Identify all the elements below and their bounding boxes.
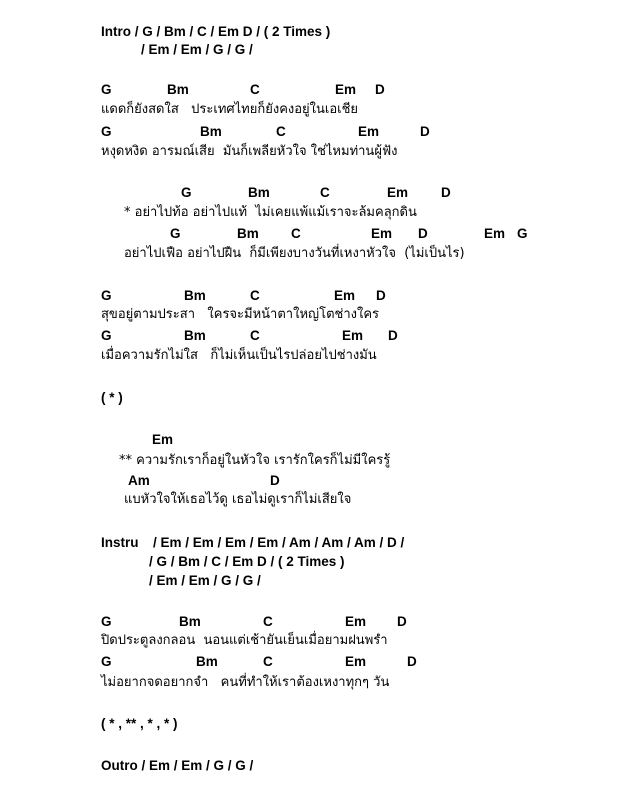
- chord: C: [250, 288, 260, 303]
- chord: Em: [345, 654, 367, 669]
- chord: C: [250, 82, 260, 97]
- outro-line: [101, 758, 253, 774]
- chord: G: [101, 614, 112, 629]
- chord: G: [101, 654, 112, 669]
- chord: C: [276, 124, 286, 139]
- chord: Bm: [200, 124, 222, 139]
- chord: D: [397, 614, 407, 629]
- lyric-line: ** ความรักเราก็อยู่ในหัวใจ เรารักใครก็ไม่มีใครรู้: [119, 453, 391, 468]
- chord: Bm: [196, 654, 218, 669]
- chord: C: [263, 614, 273, 629]
- instru-chords-1: / Em / Em / Em / Em / Am / Am / Am / D /: [153, 535, 405, 550]
- chord: Em: [152, 432, 174, 447]
- chord: D: [375, 82, 385, 97]
- chord: G: [101, 82, 112, 97]
- lyric-line: แดดก็ยังสดใส ประเทศไทยก็ยังคงอยู่ในเอเชีย: [101, 102, 359, 117]
- chord: Em: [342, 328, 364, 343]
- intro-line-1: [101, 24, 330, 40]
- chord: D: [388, 328, 398, 343]
- intro-label: Intro: [101, 24, 131, 39]
- chord: D: [407, 654, 417, 669]
- chord: C: [263, 654, 273, 669]
- chord: Em: [358, 124, 380, 139]
- chord: C: [320, 185, 330, 200]
- chord: D: [418, 226, 428, 241]
- chord: Bm: [248, 185, 270, 200]
- chord: G: [517, 226, 528, 241]
- chord: Em: [345, 614, 367, 629]
- lyric-line: * อย่าไปท้อ อย่าไปแท้ ไม่เคยแพ้แม้เราจะล้มคลุกดิน: [124, 205, 417, 220]
- chord: Em: [371, 226, 393, 241]
- intro-chords-1: / G / Bm / C / Em D / ( 2 Times ): [131, 24, 331, 39]
- chord: Em: [334, 288, 356, 303]
- chord: C: [291, 226, 301, 241]
- lyric-line: หงุดหงิด อารมณ์เสีย มันก็เพลียหัวใจ ใช่ไหมท่านผู้ฟัง: [101, 144, 398, 159]
- chord: Am: [128, 473, 150, 488]
- chord: G: [101, 124, 112, 139]
- chord: Bm: [184, 288, 206, 303]
- instru-chords-2: / G / Bm / C / Em D / ( 2 Times ): [149, 554, 345, 569]
- chord: G: [170, 226, 181, 241]
- lyric-line: ไม่อยากจดอยากจำ คนที่ทำให้เราต้องเหงาทุกๆ วัน: [101, 675, 390, 690]
- instru-chords-3: / Em / Em / G / G /: [149, 573, 261, 588]
- chord: G: [181, 185, 192, 200]
- lyric-line: ปิดประตูลงกลอน นอนแต่เช้ายันเย็นเมื่อยามฝนพรำ: [101, 633, 388, 648]
- lyric-line: เมื่อความรักไม่ใส ก็ไม่เห็นเป็นไรปล่อยไปช่างมัน: [101, 348, 377, 363]
- repeat-marker: ( * , ** , * , * ): [101, 716, 178, 731]
- instru-label: Instru: [101, 535, 139, 550]
- chord: C: [250, 328, 260, 343]
- intro-chords-2: / Em / Em / G / G /: [141, 42, 253, 57]
- chord: G: [101, 328, 112, 343]
- chord: Bm: [184, 328, 206, 343]
- chord: Em: [387, 185, 409, 200]
- chord: Bm: [167, 82, 189, 97]
- outro-chords: / Em / Em / G / G /: [137, 758, 254, 773]
- chord: D: [270, 473, 280, 488]
- chord: Bm: [237, 226, 259, 241]
- chord: D: [420, 124, 430, 139]
- chord: Em: [484, 226, 506, 241]
- repeat-marker: ( * ): [101, 390, 123, 405]
- lyric-line: อย่าไปเฟือ อย่าไปฝืน ก็มีเพียงบางวันที่เหงาหัวใจ (ไม่เป็นไร): [124, 246, 465, 261]
- chord: Em: [335, 82, 357, 97]
- chord: D: [376, 288, 386, 303]
- lyric-line: แบหัวใจให้เธอไว้ดู เธอไม่ดูเราก็ไม่เสียใจ: [124, 492, 352, 507]
- outro-label: Outro: [101, 758, 138, 773]
- chord: Bm: [179, 614, 201, 629]
- lyric-line: สุขอยู่ตามประสา ใครจะมีหน้าตาใหญ่โตช่างใคร: [101, 307, 380, 322]
- chord: G: [101, 288, 112, 303]
- chord: D: [441, 185, 451, 200]
